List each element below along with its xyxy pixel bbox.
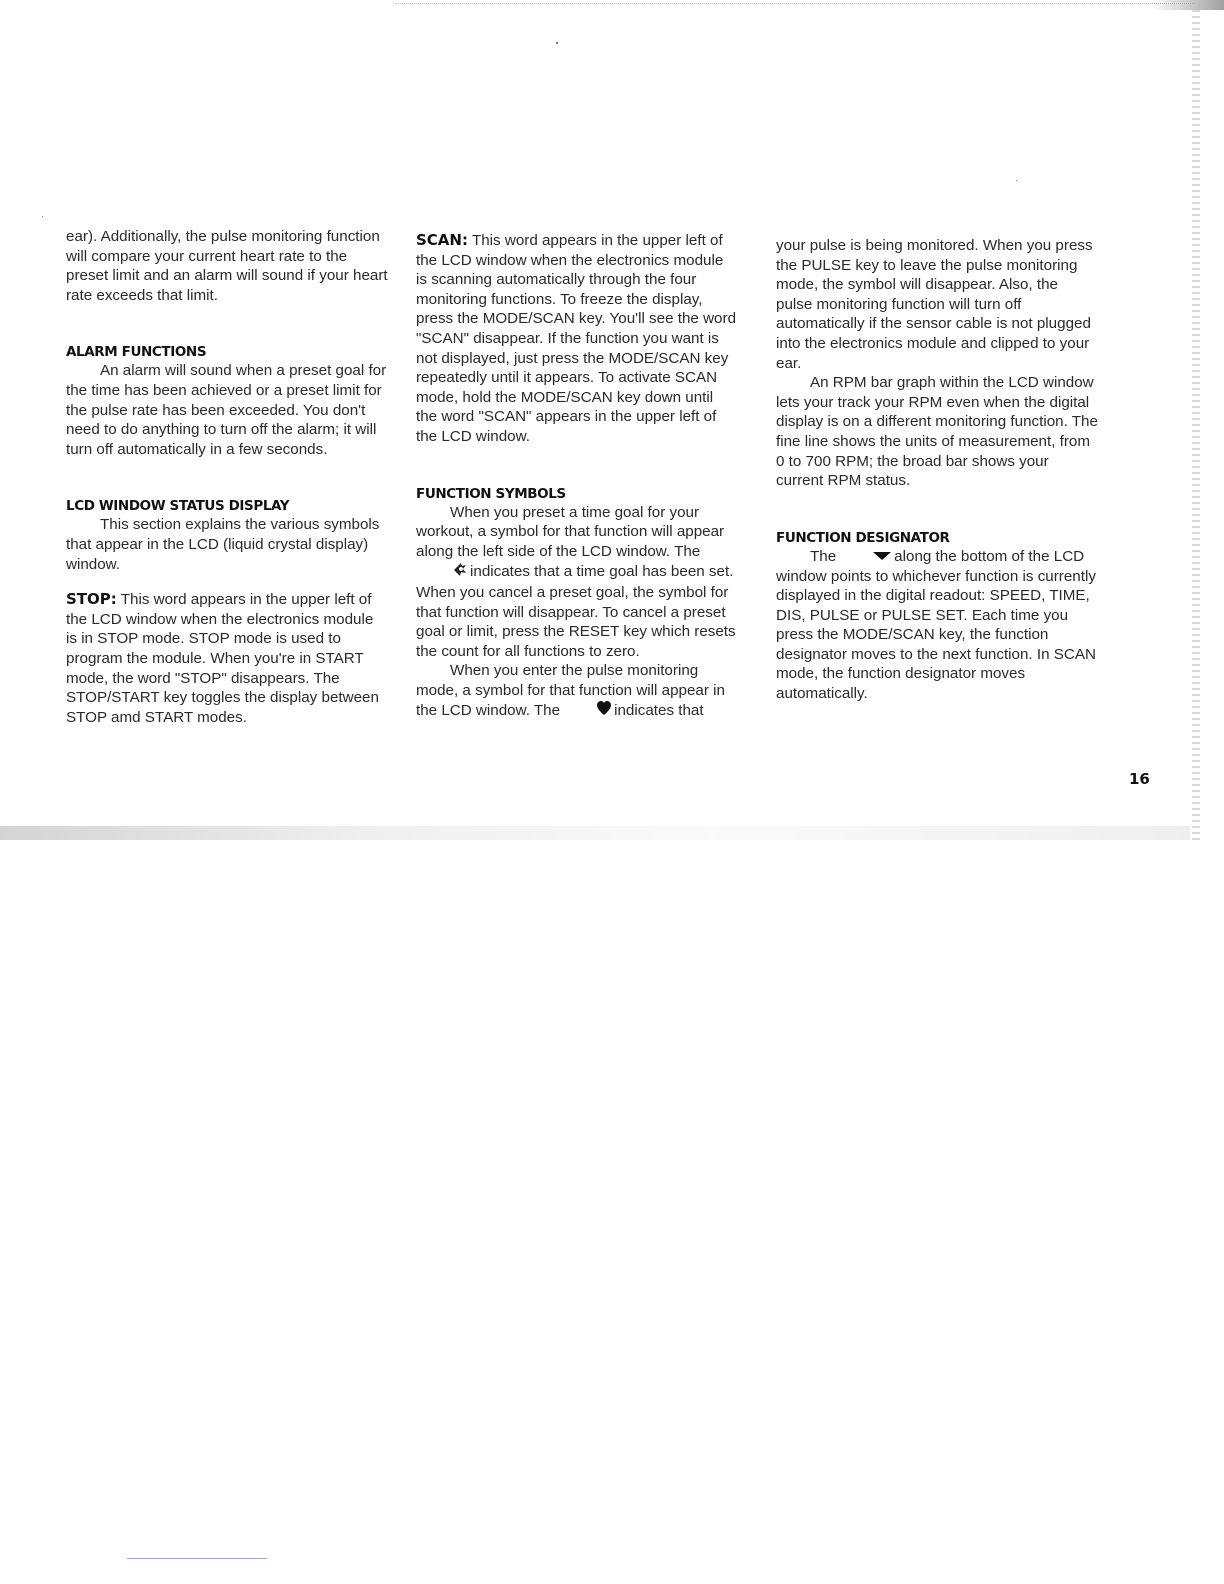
heading-alarm-functions: ALARM FUNCTIONS — [66, 344, 207, 361]
down-triangle-icon — [838, 547, 892, 567]
paragraph-lcd: This section explains the various symbols that appear in the LCD (liquid crystal display) window. — [66, 516, 380, 573]
paragraph-scan — [416, 231, 738, 447]
column-left — [66, 227, 388, 727]
scan-edge-right — [1192, 10, 1200, 840]
term-scan: SCAN: — [416, 231, 468, 249]
paragraph-designator: The along the bottom of the LCD window points to whichever function is currently displayed in the digital readout: SPEED, TIME, DIS, PULSE or PULSE SET. Each time you press the MODE/SCAN key, the function designator moves to the next function. In SCAN mode, the function designator moves automatically. — [776, 547, 1096, 703]
heart-symbol-icon — [562, 700, 612, 722]
paragraph-continued-pulse: your pulse is being monitored. When you press the PULSE key to leave the pulse monitoring mode, the symbol will disappear. Also, the pulse monitoring function will turn off automatically if the sensor cable is not plugged into the electronics module and clipped to your ear. — [776, 237, 1093, 372]
scan-edge-bottom — [0, 826, 1190, 840]
scan-speck — [556, 42, 558, 44]
paragraph-continued: ear). Additionally, the pulse monitoring function will compare your current heart rate to the preset limit and an alarm will sound if your heart rate exceeds that limit. — [66, 228, 388, 304]
term-stop: STOP: — [66, 590, 117, 609]
scan-speck — [1016, 180, 1017, 181]
scan-underline-mark — [127, 1558, 267, 1559]
scan-description: This word appears in the upper left of the LCD window when the electronics module is scanning automatically through the four monitoring functions. To freeze the display, press the MODE/SCAN key. You'll see the word "SCAN" disappear. If the function you want is not displayed, just press the MODE/SCAN key repeatedly until it appears. To activate SCAN mode, hold the MODE/SCAN key down until the word "SCAN" appears in the upper left of the LCD window. — [416, 232, 737, 445]
column-right — [776, 236, 1098, 704]
stop-description: This word appears in the upper left of the LCD window when the electronics module is in STOP mode. STOP mode is used to program the module. When you're in START mode, the word "STOP" disappears. The STOP/START key toggles the display between STOP amd START modes. — [66, 591, 379, 726]
scan-speck — [42, 216, 43, 217]
page-number: 16 — [1129, 770, 1150, 788]
paragraph-pulse-mode: When you enter the pulse monitoring mode, a symbol for that function will appear in the LCD window. The indicates that — [416, 661, 738, 722]
clock-symbol-icon — [418, 561, 468, 583]
scan-edge-top — [395, 3, 1195, 4]
paragraph-rpm: An RPM bar graph within the LCD window lets your track your RPM even when the digital display is on a different monitoring function. The fine line shows the units of measurement, from 0 to 700 RPM; the broad bar shows your current RPM status. — [776, 374, 1098, 490]
heading-function-symbols: FUNCTION SYMBOLS — [416, 485, 566, 502]
paragraph-symbols: When you preset a time goal for your workout, a symbol for that function will appear along the left side of the LCD window. Theindicates that a time goal has been set. When you cancel a preset goal, the symbol for that function will disappear. To cancel a preset goal or limit, press the RESET key which resets the count for all functions to zero. — [416, 503, 736, 660]
paragraph-alarm: An alarm will sound when a preset goal for the time has been achieved or a preset limit for the pulse rate has been exceeded. You don't need to do anything to turn off the alarm; it will turn off automatically in a few seconds. — [66, 362, 387, 458]
column-middle — [416, 231, 738, 722]
scan-corner-shadow — [1150, 0, 1224, 10]
heading-lcd-window-status: LCD WINDOW STATUS DISPLAY — [66, 498, 290, 515]
heading-function-designator: FUNCTION DESIGNATOR — [776, 529, 950, 546]
paragraph-stop — [66, 590, 388, 727]
